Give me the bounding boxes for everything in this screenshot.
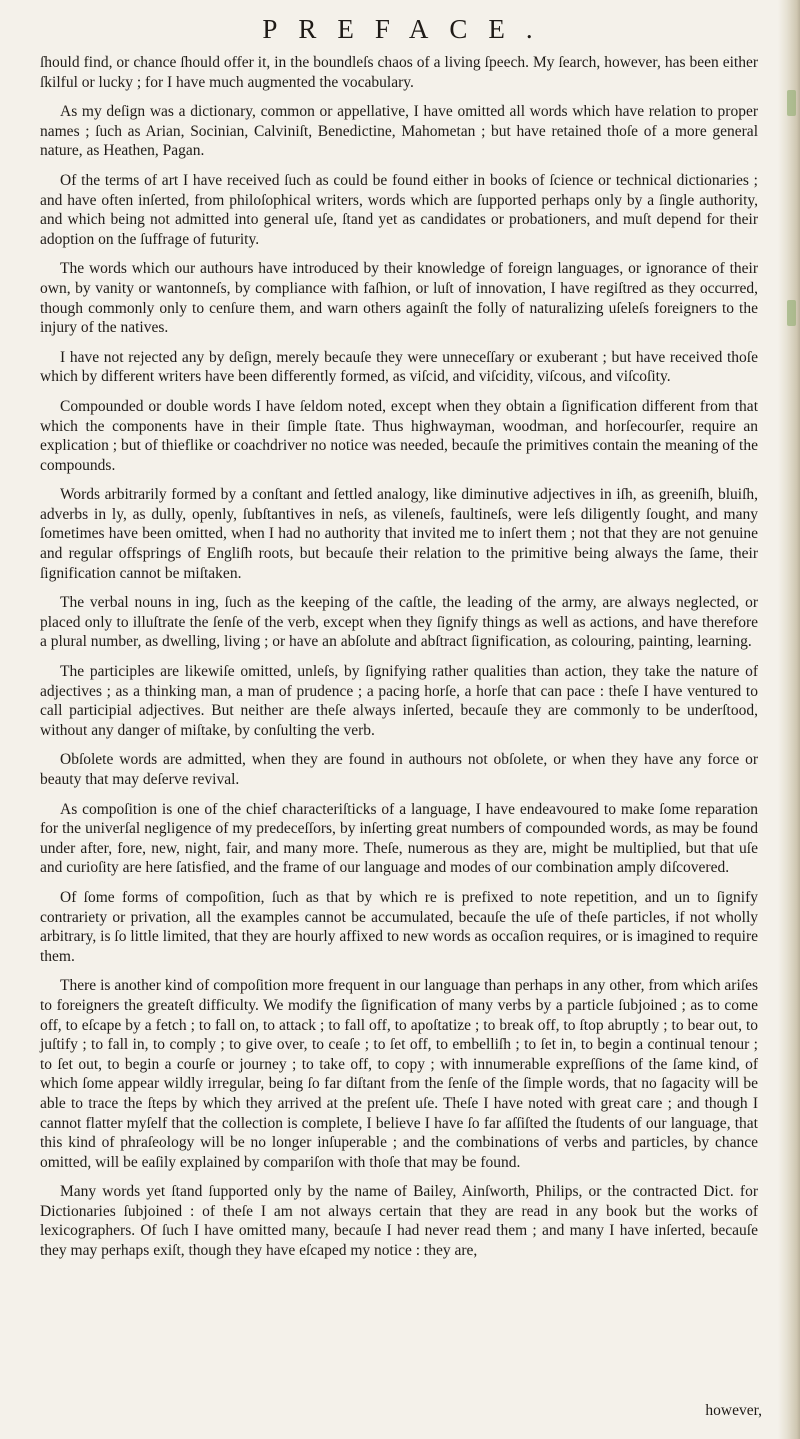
paragraph-10: Obſolete words are admitted, when they are found in authours not obſolete, or when they have any force or beauty that may deſerve revival.	[40, 751, 758, 788]
paragraph-9: The participles are likewiſe omitted, unleſs, by ſignifying rather qualities than action, they take the nature of adjectives ; as a thinking man, a man of prudence ; a pacing horſe, a horſe that can pace : theſe I have ventured to call participial adjectives. But neither are theſe always inſerted, becauſe they are commonly to be underſtood, without any danger of miſtake, by conſulting the verb.	[40, 663, 758, 739]
paragraph-13: There is another kind of compoſition more frequent in our language than perhaps in any other, from which ariſes to foreigners the greateſt difficulty. We modify the ſignification of many verbs by a particle ſubjoined ; as to come off, to eſcape by a fetch ; to fall on, to attack ; to fall off, to apoſtatize ; to break off, to ſtop abruptly ; to bear out, to juſtify ; to fall in, to comply ; to give over, to ceaſe ; to ſet off, to embelliſh ; to ſet in, to begin a continual tenour ; to ſet out, to begin a courſe or journey ; to take off, to copy ; with innumerable expreſſions of the ſame kind, of which ſome appear wildly irregular, being ſo far diſtant from the ſenſe of the ſimple words, that no ſagacity will be able to trace the ſteps by which they arrived at the preſent uſe. Theſe I have noted with great care ; and though I cannot flatter myſelf that the collection is complete, I believe I have ſo far aſſiſted the ſtudents of our language, that this kind of phraſeology will be no longer inſuperable ; and the combinations of verbs and particles, by chance omitted, will be eaſily explained by compariſon with thoſe that may be found.	[40, 977, 758, 1171]
paragraph-12: Of ſome forms of compoſition, ſuch as that by which re is prefixed to note repetition, and un to ſignify contrariety or privation, all the examples cannot be accumulated, becauſe the uſe of theſe particles, if not wholly arbitrary, is ſo little limited, that they are hourly affixed to new words as occaſion requires, or is imagined to require them.	[40, 888, 758, 965]
paragraph-2: As my deſign was a dictionary, common or appellative, I have omitted all words which have relation to proper names ; ſuch as Arian, Socinian, Calviniſt, Benedictine, Mahometan ; but have retained thoſe of a more general nature, as Heathen, Pagan.	[40, 103, 758, 160]
binding-mark	[787, 300, 796, 326]
binding-mark	[787, 90, 796, 116]
page-header: PREFACE.	[262, 14, 554, 44]
paragraph-1: ſhould find, or chance ſhould offer it, in the boundleſs chaos of a living ſpeech. My ſearch, however, has been either ſkilful or lucky ; for I have much augmented the vocabulary.	[40, 54, 758, 91]
catchword: however,	[705, 1402, 762, 1419]
paragraph-3: Of the terms of art I have received ſuch as could be found either in books of ſcience or technical dictionaries ; and have often inſerted, from philoſophical writers, words which are ſupported perhaps only by a ſingle authority, and which being not admitted into general uſe, ſtand yet as candidates or probationers, and muſt depend for their adoption on the ſuffrage of futurity.	[40, 171, 758, 248]
document-page	[40, 14, 758, 1271]
paragraph-8: The verbal nouns in ing, ſuch as the keeping of the caſtle, the leading of the army, are always neglected, or placed only to illuſtrate the ſenſe of the verb, except when they ſignify things as well as actions, and have therefore a plural number, as dwelling, living ; or have an abſolute and abſtract ſignification, as colouring, painting, learning.	[40, 594, 758, 651]
paragraph-11: As compoſition is one of the chief characteriſticks of a language, I have endeavoured to make ſome reparation for the univerſal negligence of my predeceſſors, by inſerting great numbers of compounded words, as may be found under after, fore, new, night, fair, and many more. Theſe, numerous as they are, might be multiplied, but that uſe and curioſity are here ſatisfied, and the frame of our language and modes of our combination amply diſcovered.	[40, 800, 758, 877]
paragraph-7: Words arbitrarily formed by a conſtant and ſettled analogy, like diminutive adjectives in iſh, as greeniſh, bluiſh, adverbs in ly, as dully, openly, ſubſtantives in neſs, as vileneſs, faultineſs, were leſs diligently ſought, and many ſometimes have been omitted, when I had no authority that invited me to inſert them ; not that they are not genuine and regular offsprings of Engliſh roots, but becauſe their relation to the primitive being always the ſame, their ſignification cannot be miſtaken.	[40, 486, 758, 582]
paragraph-6: Compounded or double words I have ſeldom noted, except when they obtain a ſignification different from that which the components have in their ſimple ſtate. Thus highwayman, woodman, and horſecourſer, require an explication ; but of thieflike or coachdriver no notice was needed, becauſe the primitives contain the meaning of the compounds.	[40, 397, 758, 474]
paragraph-4: The words which our authours have introduced by their knowledge of foreign languages, or ignorance of their own, by vanity or wantonneſs, by compliance with faſhion, or luſt of innovation, I have regiſtred as they occurred, though commonly only to cenſure them, and warn others againſt the folly of naturalizing uſeleſs foreigners to the injury of the natives.	[40, 260, 758, 337]
page-edge-shadow	[778, 0, 800, 1439]
paragraph-5: I have not rejected any by deſign, merely becauſe they were unneceſſary or exuberant ; but have received thoſe which by different writers have been differently formed, as viſcid, and viſcidity, viſcous, and viſcoſity.	[40, 348, 758, 386]
paragraph-14: Many words yet ſtand ſupported only by the name of Bailey, Ainſworth, Philips, or the contracted Dict. for Dictionaries ſubjoined : of theſe I am not always certain that they are read in any book but the works of lexicographers. Of ſuch I have omitted many, becauſe I had never read them ; and many I have inſerted, becauſe they may perhaps exiſt, though they have eſcaped my notice : they are,	[40, 1183, 758, 1260]
